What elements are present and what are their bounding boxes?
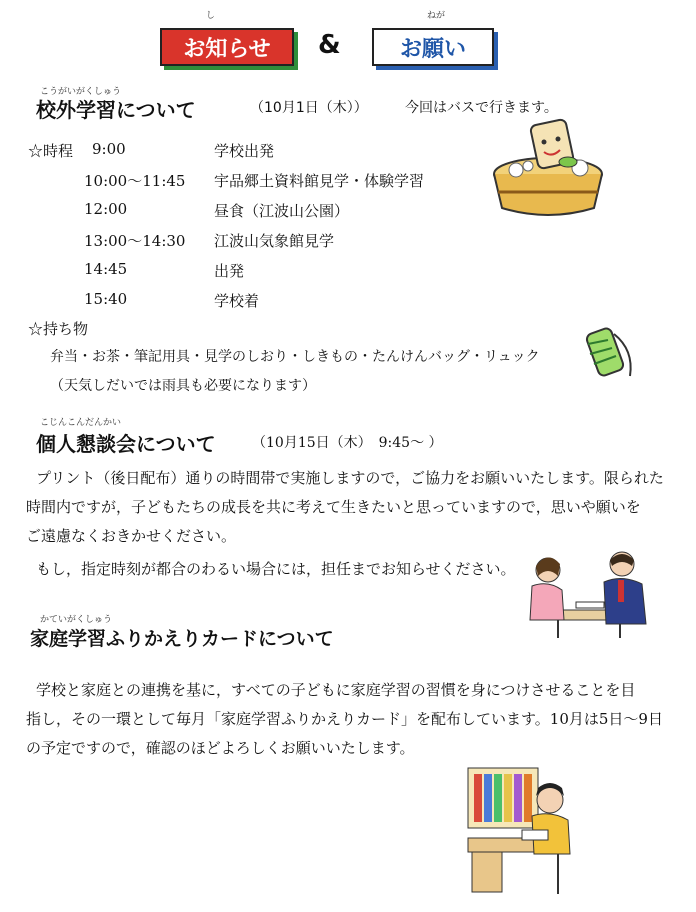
request-badge bbox=[372, 28, 494, 66]
items-note: （天気しだいでは雨具も必要になります） bbox=[50, 378, 316, 394]
conference-date: （10月15日（木） 9:45～ ） bbox=[252, 435, 443, 451]
items-text: 弁当・お茶・筆記用具・見学のしおり・しきもの・たんけんバッグ・リュック bbox=[50, 349, 540, 365]
schedule-event: 江波山気象館見学 bbox=[214, 232, 335, 250]
home-study-paragraph-line: の予定ですので，確認のほどよろしくお願いいたします。 bbox=[26, 739, 415, 757]
conference-title: 個人懇談会について bbox=[36, 432, 216, 456]
home-study-paragraph-line: 学校と家庭との連携を基に，すべての子どもに家庭学習の習慣を身につけさせることを目 bbox=[36, 681, 636, 699]
home-study-paragraph-line: 指し，その一環として毎月「家庭学習ふりかえりカード」を配布しています。10月は5日～9日 bbox=[26, 710, 663, 728]
schedule-time: 13:00～14:30 bbox=[84, 232, 186, 250]
schedule-event: 昼食（江波山公園） bbox=[214, 202, 350, 220]
canteen-illustration bbox=[574, 320, 638, 384]
schedule-event: 出発 bbox=[214, 262, 245, 280]
meeting-illustration bbox=[518, 540, 660, 640]
conference-paragraph-line: もし，指定時刻が都合のわるい場合には，担任までお知らせください。 bbox=[36, 560, 516, 578]
home-study-title: 家庭学習ふりかえりカードについて bbox=[30, 628, 334, 650]
request-label: お願い bbox=[399, 36, 466, 62]
schedule-event: 学校出発 bbox=[214, 142, 275, 160]
schedule-time: 9:00 bbox=[92, 140, 126, 158]
home-study-ruby: かていがくしゅう bbox=[40, 615, 113, 625]
field-trip-ruby: こうがいがくしゅう bbox=[40, 87, 122, 97]
ampersand: & bbox=[318, 30, 341, 60]
schedule-event: 学校着 bbox=[214, 292, 260, 310]
studying-child-illustration bbox=[462, 758, 592, 898]
schedule-time: 15:40 bbox=[84, 290, 128, 308]
notice-badge bbox=[160, 28, 294, 66]
conference-paragraph-line: 時間内ですが，子どもたちの成長を共に考えて生きたいと思っていますので，思いや願いを bbox=[26, 498, 641, 516]
bath-illustration bbox=[488, 112, 610, 220]
conference-paragraph-line: プリント（後日配布）通りの時間帯で実施しますので，ご協力をお願いいたします。限られた bbox=[36, 469, 664, 487]
conference-ruby: こじんこんだんかい bbox=[40, 418, 122, 428]
schedule-label: ☆時程 bbox=[28, 142, 74, 160]
conference-paragraph-line: ご遠慮なくおきかせください。 bbox=[26, 527, 237, 545]
items-label: ☆持ち物 bbox=[28, 320, 89, 338]
notice-ruby: し bbox=[206, 11, 216, 21]
schedule-time: 12:00 bbox=[84, 200, 128, 218]
field-trip-note: 今回はバスで行きます。 bbox=[405, 100, 558, 116]
field-trip-title: 校外学習について bbox=[36, 98, 196, 122]
request-ruby: ねが bbox=[427, 11, 446, 21]
schedule-event: 宇品郷土資料館見学・体験学習 bbox=[214, 172, 425, 190]
field-trip-date: （10月1日（木）） bbox=[250, 100, 368, 116]
schedule-time: 14:45 bbox=[84, 260, 128, 278]
schedule-time: 10:00～11:45 bbox=[84, 172, 186, 190]
notice-label: お知らせ bbox=[183, 36, 271, 62]
